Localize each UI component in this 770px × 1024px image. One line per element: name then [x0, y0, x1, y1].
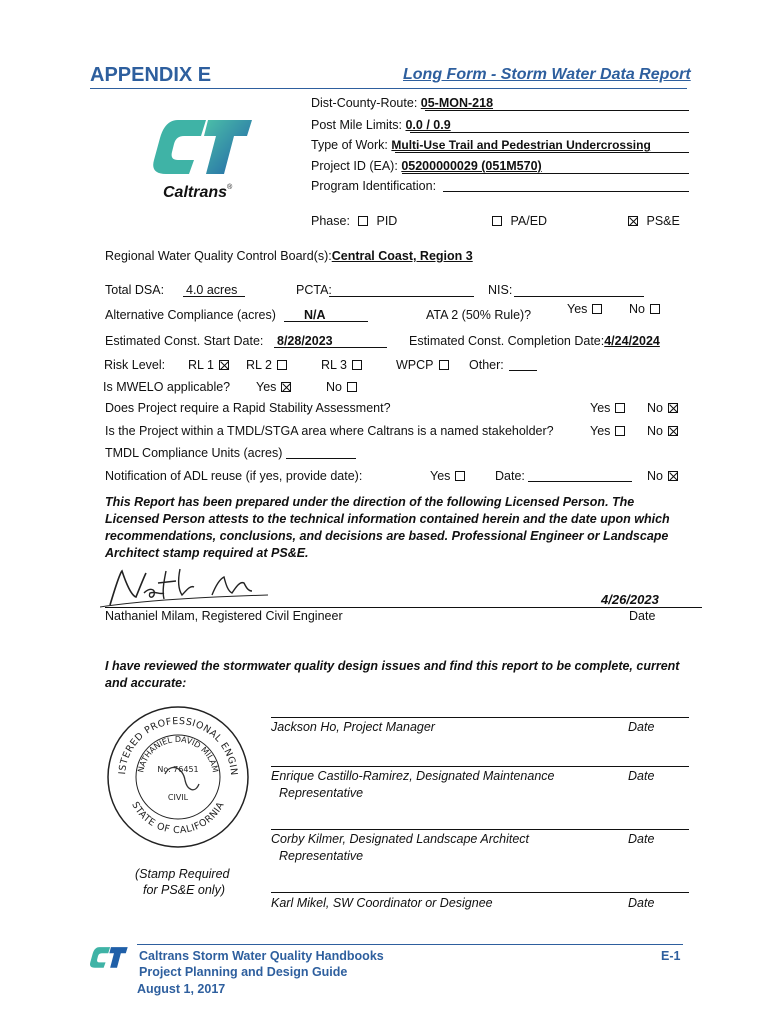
ata-yes[interactable]: Yes [567, 302, 602, 316]
engineer-date-value: 4/26/2023 [601, 592, 659, 607]
dsa-underline [183, 296, 245, 297]
engineer-signature-line [105, 607, 702, 608]
licensed-statement: This Report has been prepared under the direction of the following Licensed Person. The Licensed Person attests to the technical information contained herein and the date upon which recommendations, conclusions, and decisions are based. Professional Engineer or Landscape Architect stamp required at PS&E. [105, 495, 670, 560]
tmdl-no[interactable]: No [647, 424, 678, 438]
footer-line-2: Project Planning and Design Guide [139, 965, 348, 979]
nis-label: NIS: [488, 283, 513, 297]
reviewer-4-date: Date [628, 896, 655, 910]
footer-line-1: Caltrans Storm Water Quality Handbooks [139, 949, 384, 963]
reviewer-line-2 [271, 766, 689, 767]
adl-yes-checkbox[interactable] [455, 471, 465, 481]
mwelo-yes[interactable]: Yes [256, 380, 291, 394]
pcta-label: PCTA: [296, 283, 332, 297]
adl-yes[interactable]: Yes [430, 469, 465, 483]
alt-compliance-value: N/A [304, 308, 326, 322]
stamp-number: No. 76451 [157, 765, 199, 774]
reviewer-1-name: Jackson Ho, Project Manager [271, 720, 435, 734]
tmdl-yes[interactable]: Yes [590, 424, 625, 438]
work-underline [395, 152, 689, 153]
tmdl-units-underline [286, 458, 356, 459]
reviewer-line-4 [271, 892, 689, 893]
risk-rl2[interactable]: RL 2 [246, 358, 287, 372]
engineer-date-label: Date [629, 609, 656, 623]
reviewer-line-1 [271, 717, 689, 718]
start-date-value: 8/28/2023 [277, 334, 333, 348]
rl1-checkbox[interactable] [219, 360, 229, 370]
wpcp-checkbox[interactable] [439, 360, 449, 370]
program-underline [443, 191, 689, 192]
risk-wpcp[interactable]: WPCP [396, 358, 449, 372]
postmile-field: Post Mile Limits: 0.0 / 0.9 [311, 118, 451, 132]
adl-date-label: Date: [495, 469, 525, 483]
footer-logo [88, 944, 130, 974]
rapid-yes[interactable]: Yes [590, 401, 625, 415]
appendix-title: APPENDIX E [90, 64, 212, 86]
route-underline [425, 110, 689, 111]
phase-paed[interactable]: PA/ED [487, 214, 547, 228]
rl2-checkbox[interactable] [277, 360, 287, 370]
route-field: Dist-County-Route: 05-MON-218 [311, 96, 494, 110]
rwqcb-value: Central Coast, Region 3 [331, 249, 473, 263]
review-statement: I have reviewed the stormwater quality design issues and find this report to be complete, current and accurate: [105, 659, 680, 690]
ata-yes-checkbox[interactable] [592, 304, 602, 314]
stamp-inner-text: NATHANIEL DAVID MILAM [136, 735, 220, 774]
pid-checkbox[interactable] [358, 216, 368, 226]
risk-other-underline [509, 370, 537, 371]
work-field: Type of Work: Multi-Use Trail and Pedestrian Undercrossing [311, 138, 651, 152]
nis-underline [514, 296, 644, 297]
caltrans-wordmark: Caltrans® [163, 184, 233, 201]
header-rule [90, 88, 687, 89]
dsa-value: 4.0 acres [186, 283, 238, 297]
rwqcb-field: Regional Water Quality Control Board(s):Central Coast, Region 3 [105, 249, 473, 263]
mwelo-no-checkbox[interactable] [347, 382, 357, 392]
pcta-underline [329, 296, 474, 297]
page-number: E-1 [661, 949, 681, 963]
ata-no[interactable]: No [629, 302, 660, 316]
adl-no[interactable]: No [647, 469, 678, 483]
completion-date-field: Estimated Const. Completion Date:4/24/2024 [409, 334, 660, 348]
stamp-bottom-text: STATE OF CALIFORNIA [129, 800, 227, 837]
reviewer-2-date: Date [628, 769, 655, 783]
reviewer-2-role: Representative [279, 786, 364, 800]
rl3-checkbox[interactable] [352, 360, 362, 370]
engineer-stamp [103, 702, 253, 852]
adl-date-underline [528, 481, 632, 482]
route-value: 05-MON-218 [420, 96, 494, 110]
ata-label: ATA 2 (50% Rule)? [426, 308, 532, 322]
risk-other-label: Other: [469, 358, 504, 372]
risk-rl1[interactable]: RL 1 [188, 358, 229, 372]
work-value: Multi-Use Trail and Pedestrian Undercrossing [391, 138, 651, 152]
report-title: Long Form - Storm Water Data Report [403, 66, 691, 83]
reviewer-line-3 [271, 829, 689, 830]
caltrans-logo-icon [148, 116, 258, 186]
svg-text:STATE OF CALIFORNIA [129, 800, 226, 836]
alt-compliance-label: Alternative Compliance (acres) [105, 308, 276, 322]
tmdl-no-checkbox[interactable] [668, 426, 678, 436]
tmdl-label: Is the Project within a TMDL/STGA area where Caltrans is a named stakeholder? [105, 424, 554, 438]
project-id-field: Project ID (EA): 05200000029 (051M570) [311, 159, 542, 173]
phase-pid[interactable]: PID [353, 214, 397, 228]
adl-no-checkbox[interactable] [668, 471, 678, 481]
phase-label: Phase: [311, 214, 350, 228]
ata-no-checkbox[interactable] [650, 304, 660, 314]
postmile-value: 0.0 / 0.9 [405, 118, 451, 132]
completion-date-value: 4/24/2024 [604, 334, 660, 348]
reviewer-1-date: Date [628, 720, 655, 734]
risk-rl3[interactable]: RL 3 [321, 358, 362, 372]
mwelo-label: Is MWELO applicable? [103, 380, 231, 394]
stamp-caption-2: for PS&E only) [143, 883, 225, 897]
stamp-discipline: CIVIL [167, 793, 189, 802]
rapid-no[interactable]: No [647, 401, 678, 415]
pse-checkbox[interactable] [628, 216, 638, 226]
caltrans-logo [148, 116, 258, 186]
stamp-caption-1: (Stamp Required [135, 867, 230, 881]
reviewer-3-role: Representative [279, 849, 364, 863]
dsa-label: Total DSA: [105, 283, 165, 297]
rapid-yes-checkbox[interactable] [615, 403, 625, 413]
tmdl-units-label: TMDL Compliance Units (acres) [105, 446, 283, 460]
tmdl-yes-checkbox[interactable] [615, 426, 625, 436]
engineer-name: Nathaniel Milam, Registered Civil Engineer [105, 609, 343, 623]
start-date-underline [274, 347, 387, 348]
postmile-underline [410, 132, 689, 133]
footer-rule [137, 944, 683, 945]
signature-icon [100, 565, 270, 610]
mwelo-no[interactable]: No [326, 380, 357, 394]
program-field: Program Identification: [311, 179, 437, 193]
paed-checkbox[interactable] [492, 216, 502, 226]
mwelo-yes-checkbox[interactable] [281, 382, 291, 392]
reviewer-4-name: Karl Mikel, SW Coordinator or Designee [271, 896, 493, 910]
rapid-no-checkbox[interactable] [668, 403, 678, 413]
reviewer-3-date: Date [628, 832, 655, 846]
footer-line-3: August 1, 2017 [137, 982, 226, 996]
project-id-underline [402, 173, 689, 174]
engineer-signature [100, 565, 270, 610]
reviewer-3-name: Corby Kilmer, Designated Landscape Architect [271, 832, 530, 846]
rapid-stability-label: Does Project require a Rapid Stability Assessment? [105, 401, 391, 415]
risk-level-label: Risk Level: [104, 358, 166, 372]
start-date-label: Estimated Const. Start Date: [105, 334, 264, 348]
reviewer-2-name: Enrique Castillo-Ramirez, Designated Maintenance [271, 769, 555, 783]
adl-label: Notification of ADL reuse (if yes, provide date): [105, 469, 363, 483]
stamp-top-text: ISTERED PROFESSIONAL ENGIN [117, 715, 240, 777]
alt-compliance-underline [284, 321, 368, 322]
project-id-value: 05200000029 (051M570) [401, 159, 542, 173]
phase-pse[interactable]: PS&E [623, 214, 680, 228]
seal-icon [103, 702, 253, 852]
caltrans-footer-logo-icon [88, 944, 130, 974]
